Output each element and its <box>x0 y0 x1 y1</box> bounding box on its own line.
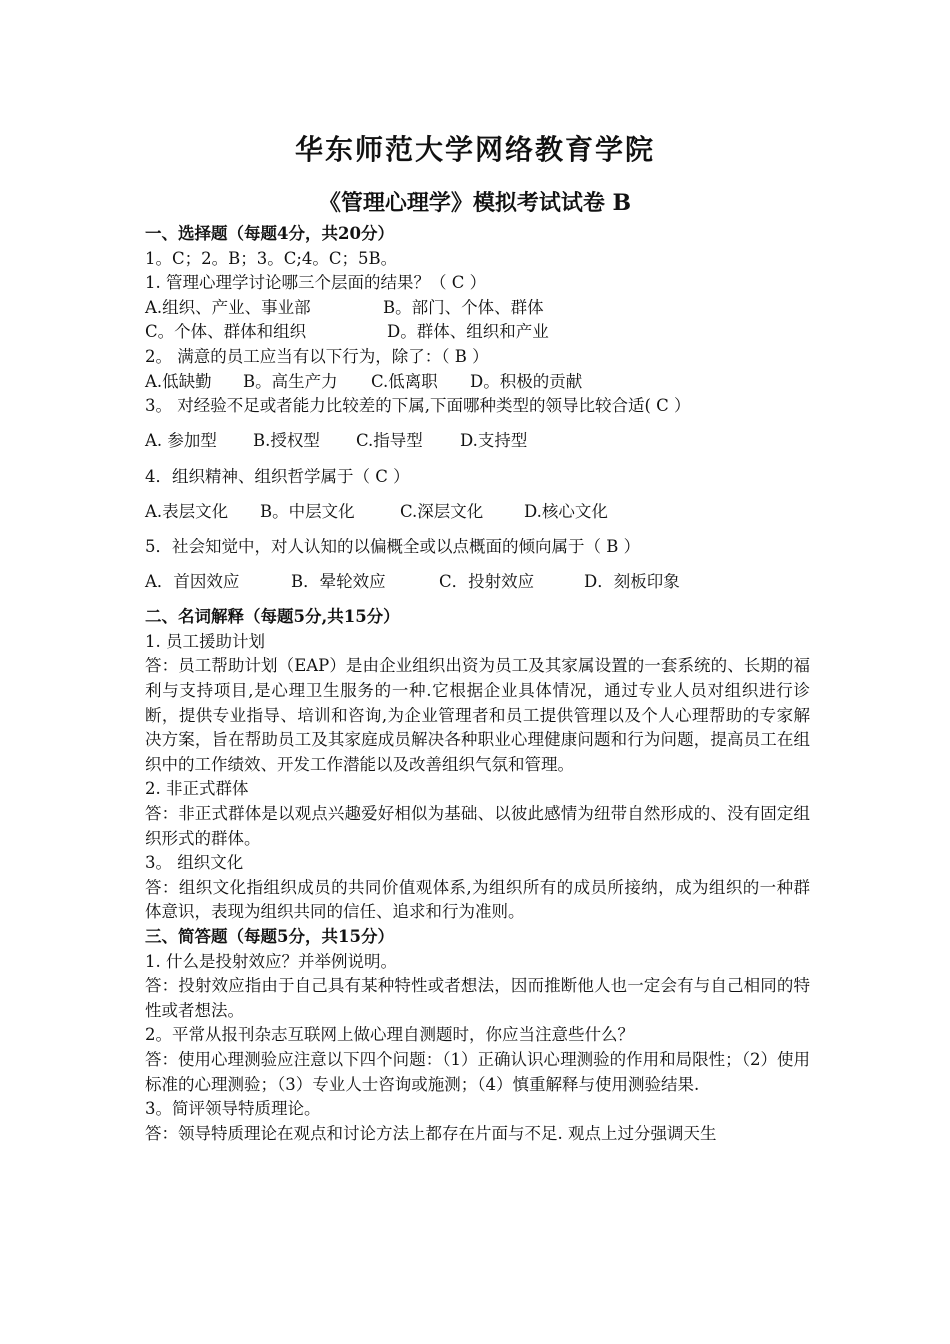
term-1: 1. 员工援助计划 <box>145 631 265 651</box>
q5-option-b: B．晕轮效应 <box>291 572 386 592</box>
exam-title: 《管理心理学》模拟考试试卷 B <box>318 190 632 216</box>
question-1: 1. 什么是投射效应？并举例说明。 <box>145 951 397 971</box>
term-3-answer: 答：组织文化指组织成员的共同价值观体系,为组织所有的成员所接纳，成为组织的一种群体意识，表现为组织共同的信任、追求和行为准则。 <box>145 877 810 922</box>
q5-stem: 5．社会知觉中，对人认知的以偏概全或以点概面的倾向属于（ B ） <box>145 536 641 556</box>
q4-stem: 4．组织精神、组织哲学属于（ C ） <box>145 466 410 486</box>
q2-option-d: D。积极的贡献 <box>470 371 583 391</box>
q2-options <box>145 370 810 395</box>
q1-option-d: D。群体、组织和产业 <box>387 322 549 342</box>
q3-options <box>145 429 810 454</box>
section2-heading: 二、名词解释（每题5分,共15分） <box>145 607 400 627</box>
q4-option-c: C.深层文化 <box>400 501 484 521</box>
q1-options-row2 <box>145 320 810 345</box>
q2-option-c: C.低离职 <box>371 371 438 391</box>
question-3: 3。简评领导特质理论。 <box>145 1099 321 1119</box>
q3-option-a: A. 参加型 <box>145 431 217 451</box>
q5-options <box>145 570 810 595</box>
answer-key: 1。C；2。B；3。C;4。C；5B。 <box>145 248 398 268</box>
term-2: 2. 非正式群体 <box>145 779 249 799</box>
q5-option-a: A．首因效应 <box>145 572 240 592</box>
school-title: 华东师范大学网络教育学院 <box>294 133 655 166</box>
q1-option-a: A.组织、产业、事业部 <box>145 297 311 317</box>
q3-option-b: B.授权型 <box>253 431 320 451</box>
q4-option-a: A.表层文化 <box>145 501 229 521</box>
section1-heading: 一、选择题（每题4分，共20分） <box>145 224 394 243</box>
q3-option-c: C.指导型 <box>356 431 423 451</box>
section3-heading: 三、简答题（每题5分，共15分） <box>145 927 394 946</box>
term-3: 3。 组织文化 <box>145 853 244 873</box>
q4-options <box>145 500 810 525</box>
q1-option-b: B。部门、个体、群体 <box>383 297 544 317</box>
q3-option-d: D.支持型 <box>460 431 528 451</box>
q1-options-row1 <box>145 296 810 321</box>
q2-stem: 2。 满意的员工应当有以下行为，除了：（ B ） <box>145 346 489 366</box>
q2-option-a: A.低缺勤 <box>145 371 212 391</box>
q1-option-c: C。个体、群体和组织 <box>145 322 307 342</box>
question-2: 2。平常从报刊杂志互联网上做心理自测题时，你应当注意些什么？ <box>145 1025 634 1045</box>
q4-option-b: B。中层文化 <box>260 501 355 521</box>
q3-stem: 3。 对经验不足或者能力比较差的下属,下面哪种类型的领导比较合适( C ） <box>145 396 691 416</box>
question-3-answer: 答：领导特质理论在观点和讨论方法上都存在片面与不足. 观点上过分强调天生 <box>145 1123 717 1143</box>
q5-option-c: C．投射效应 <box>439 572 535 592</box>
q2-option-b: B。高生产力 <box>243 371 338 391</box>
question-1-answer: 答：投射效应指由于自己具有某种特性或者想法，因而推断他人也一定会有与自己相同的特性或者想法。 <box>145 976 810 1020</box>
question-2-answer: 答：使用心理测验应注意以下四个问题：（1）正确认识心理测验的作用和局限性；（2）使用标准的心理测验；（3）专业人士咨询或施测；（4）慎重解释与使用测验结果. <box>145 1049 810 1094</box>
term-2-answer: 答：非正式群体是以观点兴趣爱好相似为基础、以彼此感情为纽带自然形成的、没有固定组织形式的群体。 <box>145 804 810 848</box>
q5-option-d: D．刻板印象 <box>584 572 680 592</box>
q4-option-d: D.核心文化 <box>524 501 608 521</box>
document-body <box>145 222 810 1146</box>
q1-stem: 1. 管理心理学讨论哪三个层面的结果？（ C ） <box>145 273 487 293</box>
term-1-answer: 答：员工帮助计划（EAP）是由企业组织出资为员工及其家属设置的一套系统的、长期的福利与支持项目,是心理卫生服务的一种.它根据企业具体情况，通过专业人员对组织进行诊断，提供专业指导、培训和咨询,为企业管理者和员工提供管理以及个人心理帮助的专家解决方案，旨在帮助员工及其家庭成员解决各种职业心理健康问题和行为问题，提高员工在组织中的工作绩效、开发工作潜能以及改善组织气氛和管理。 <box>145 656 810 774</box>
